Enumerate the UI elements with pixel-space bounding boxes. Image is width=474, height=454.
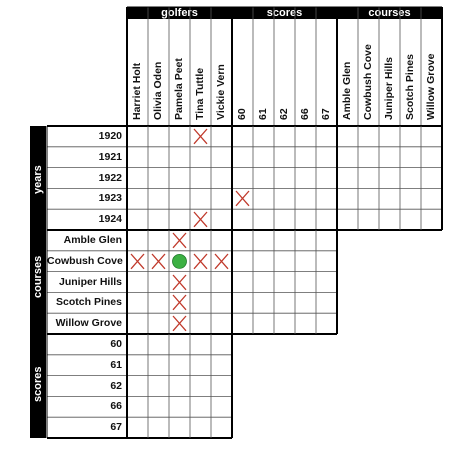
grid-cell[interactable] [169, 168, 190, 189]
grid-cell[interactable] [295, 230, 316, 251]
grid-cell[interactable] [190, 209, 211, 230]
x-mark-icon [211, 251, 232, 272]
row-label: 67 [110, 421, 122, 434]
grid-cell[interactable] [169, 292, 190, 313]
grid-cell[interactable] [211, 334, 232, 355]
green-dot-icon [169, 251, 190, 272]
grid-cell[interactable] [379, 188, 400, 209]
grid-cell[interactable] [253, 147, 274, 168]
grid-cell[interactable] [232, 147, 253, 168]
grid-cell[interactable] [337, 126, 358, 147]
grid-cell[interactable] [274, 188, 295, 209]
grid-cell[interactable] [190, 230, 211, 251]
grid-cell[interactable] [379, 126, 400, 147]
grid-cell[interactable] [253, 126, 274, 147]
x-mark-icon [169, 313, 190, 334]
grid-cell[interactable] [169, 230, 190, 251]
grid-cell[interactable] [232, 188, 253, 209]
column-group-header-golfers: golfers [127, 7, 232, 19]
grid-cell[interactable] [379, 147, 400, 168]
grid-cell[interactable] [190, 147, 211, 168]
x-mark-icon [190, 209, 211, 230]
grid-cell[interactable] [274, 272, 295, 293]
grid-cell[interactable] [148, 292, 169, 313]
row-label: Amble Glen [63, 234, 122, 246]
grid-cell[interactable] [253, 188, 274, 209]
grid-cell[interactable] [316, 209, 337, 230]
column-label: Pamela Peet [173, 58, 185, 120]
grid-cell[interactable] [127, 147, 148, 168]
grid-cell[interactable] [169, 417, 190, 438]
grid-cell[interactable] [211, 292, 232, 313]
column-label: Scotch Pines [404, 54, 416, 120]
grid-cell[interactable] [358, 126, 379, 147]
row-label: 62 [110, 379, 122, 392]
column-label: 60 [236, 108, 248, 120]
grid-cell[interactable] [211, 168, 232, 189]
grid-cell[interactable] [211, 251, 232, 272]
x-mark-icon [127, 251, 148, 272]
grid-cell[interactable] [190, 355, 211, 376]
grid-cell[interactable] [127, 417, 148, 438]
row-label: 1923 [98, 192, 122, 205]
x-mark-icon [232, 188, 253, 209]
grid-cell[interactable] [379, 168, 400, 189]
grid-cell[interactable] [211, 147, 232, 168]
grid-cell[interactable] [274, 126, 295, 147]
grid-cell[interactable] [358, 168, 379, 189]
grid-cell[interactable] [253, 292, 274, 313]
grid-cell[interactable] [253, 209, 274, 230]
grid-cell[interactable] [232, 126, 253, 147]
grid-cell[interactable] [190, 292, 211, 313]
grid-cell[interactable] [253, 251, 274, 272]
column-group-header-scores: scores [232, 7, 337, 19]
grid-cell[interactable] [148, 251, 169, 272]
column-label: Vickie Vern [215, 64, 227, 120]
grid-cell[interactable] [211, 272, 232, 293]
grid-cell[interactable] [190, 251, 211, 272]
grid-cell[interactable] [169, 126, 190, 147]
grid-cell[interactable] [253, 230, 274, 251]
column-label: Olivia Oden [152, 61, 164, 120]
grid-cell[interactable] [148, 126, 169, 147]
grid-cell[interactable] [295, 126, 316, 147]
grid-cell[interactable] [169, 334, 190, 355]
grid-cell[interactable] [190, 313, 211, 334]
x-mark-icon [190, 126, 211, 147]
column-label: 67 [320, 108, 332, 120]
column-label: Willow Grove [425, 53, 437, 120]
grid-cell[interactable] [316, 313, 337, 334]
grid-cell[interactable] [211, 209, 232, 230]
grid-cell[interactable] [421, 188, 442, 209]
grid-cell[interactable] [148, 396, 169, 417]
grid-cell[interactable] [274, 230, 295, 251]
row-label: Cowbush Cove [47, 254, 123, 267]
grid-cell[interactable] [274, 313, 295, 334]
grid-cell[interactable] [190, 334, 211, 355]
column-group-header-courses: courses [337, 7, 442, 19]
grid-cell[interactable] [127, 251, 148, 272]
grid-cell[interactable] [379, 209, 400, 230]
row-label: Scotch Pines [56, 296, 122, 309]
row-label: 1921 [98, 150, 122, 163]
grid-cell[interactable] [148, 334, 169, 355]
grid-cell[interactable] [169, 396, 190, 417]
grid-cell[interactable] [232, 292, 253, 313]
row-group-title: courses [32, 255, 44, 298]
grid-cell[interactable] [148, 168, 169, 189]
grid-cell[interactable] [400, 147, 421, 168]
column-label: Harriet Holt [131, 62, 143, 120]
column-label: Amble Glen [341, 61, 353, 120]
grid-cell[interactable] [337, 147, 358, 168]
grid-cell[interactable] [295, 188, 316, 209]
grid-cell[interactable] [232, 313, 253, 334]
grid-cell[interactable] [169, 376, 190, 397]
grid-cell[interactable] [148, 417, 169, 438]
x-mark-icon [148, 251, 169, 272]
grid-cell[interactable] [211, 417, 232, 438]
grid-cell[interactable] [295, 313, 316, 334]
grid-cell[interactable] [232, 209, 253, 230]
grid-cell[interactable] [211, 355, 232, 376]
grid-cell[interactable] [295, 292, 316, 313]
grid-cell[interactable] [253, 313, 274, 334]
grid-cell[interactable] [127, 209, 148, 230]
grid-cell[interactable] [127, 188, 148, 209]
grid-cell[interactable] [316, 188, 337, 209]
column-label: 61 [257, 108, 269, 120]
grid-cell[interactable] [190, 272, 211, 293]
grid-cell[interactable] [190, 126, 211, 147]
grid-cell[interactable] [421, 168, 442, 189]
grid-cell[interactable] [127, 376, 148, 397]
grid-cell[interactable] [421, 209, 442, 230]
grid-cell[interactable] [400, 188, 421, 209]
grid-cell[interactable] [337, 168, 358, 189]
grid-cell[interactable] [211, 313, 232, 334]
grid-cell[interactable] [232, 168, 253, 189]
row-label: 66 [110, 400, 122, 413]
grid-cell[interactable] [337, 209, 358, 230]
grid-cell[interactable] [211, 126, 232, 147]
grid-cell[interactable] [148, 230, 169, 251]
grid-cell[interactable] [316, 230, 337, 251]
grid-cell[interactable] [274, 147, 295, 168]
grid-cell[interactable] [190, 396, 211, 417]
grid-cell[interactable] [211, 396, 232, 417]
column-label: 66 [299, 108, 311, 120]
grid-cell[interactable] [232, 251, 253, 272]
grid-cell[interactable] [169, 313, 190, 334]
grid-cell[interactable] [316, 126, 337, 147]
row-group-title: years [32, 165, 44, 194]
grid-cell[interactable] [148, 188, 169, 209]
grid-cell[interactable] [400, 209, 421, 230]
grid-cell[interactable] [211, 376, 232, 397]
grid-cell[interactable] [232, 230, 253, 251]
column-label: Tina Tuttle [194, 67, 206, 120]
grid-cell[interactable] [316, 251, 337, 272]
grid-cell[interactable] [211, 230, 232, 251]
x-mark-icon [169, 230, 190, 251]
grid-cell[interactable] [295, 272, 316, 293]
grid-cell[interactable] [316, 292, 337, 313]
x-mark-icon [169, 292, 190, 313]
x-mark-icon [190, 251, 211, 272]
grid-cell[interactable] [211, 188, 232, 209]
grid-cell[interactable] [274, 168, 295, 189]
grid-cell[interactable] [127, 272, 148, 293]
grid-cell[interactable] [316, 147, 337, 168]
grid-cell[interactable] [127, 355, 148, 376]
row-label: 1920 [98, 130, 122, 142]
x-mark-icon [169, 272, 190, 293]
grid-cell[interactable] [169, 251, 190, 272]
grid-cell[interactable] [421, 126, 442, 147]
grid-cell[interactable] [295, 147, 316, 168]
column-label: 62 [278, 108, 290, 120]
grid-cell[interactable] [274, 209, 295, 230]
grid-cell[interactable] [190, 188, 211, 209]
row-group-title: scores [32, 366, 44, 402]
grid-cell[interactable] [400, 168, 421, 189]
row-label: 1922 [98, 171, 122, 184]
grid-cell[interactable] [127, 396, 148, 417]
grid-cell[interactable] [421, 147, 442, 168]
grid-cell[interactable] [148, 147, 169, 168]
grid-cell[interactable] [169, 147, 190, 168]
grid-cell[interactable] [127, 230, 148, 251]
grid-cell[interactable] [190, 376, 211, 397]
row-label: 61 [110, 358, 122, 371]
grid-cell[interactable] [190, 417, 211, 438]
column-label: Juniper Hills [383, 56, 395, 120]
grid-cell[interactable] [169, 188, 190, 209]
grid-cell[interactable] [148, 272, 169, 293]
grid-cell[interactable] [148, 209, 169, 230]
grid-cell[interactable] [232, 272, 253, 293]
grid-cell[interactable] [148, 313, 169, 334]
grid-cell[interactable] [316, 168, 337, 189]
grid-cell[interactable] [253, 168, 274, 189]
row-label: 60 [110, 338, 122, 350]
grid-cell[interactable] [358, 147, 379, 168]
grid-cell[interactable] [148, 355, 169, 376]
grid-cell[interactable] [400, 126, 421, 147]
grid-cell[interactable] [295, 168, 316, 189]
grid-cell[interactable] [169, 209, 190, 230]
grid-cell[interactable] [358, 209, 379, 230]
grid-cell[interactable] [127, 126, 148, 147]
row-label: Willow Grove [55, 317, 122, 330]
grid-cell[interactable] [169, 355, 190, 376]
grid-cell[interactable] [295, 209, 316, 230]
grid-cell[interactable] [274, 251, 295, 272]
grid-cell[interactable] [127, 313, 148, 334]
grid-cell[interactable] [169, 272, 190, 293]
row-label: 1924 [98, 213, 122, 226]
grid-cell[interactable] [253, 272, 274, 293]
grid-cell[interactable] [358, 188, 379, 209]
row-label: Juniper Hills [58, 275, 122, 288]
grid-cell[interactable] [127, 334, 148, 355]
grid-cell[interactable] [127, 168, 148, 189]
grid-cell[interactable] [316, 272, 337, 293]
column-label: Cowbush Cove [362, 44, 374, 120]
grid-cell[interactable] [337, 188, 358, 209]
grid-cell[interactable] [127, 292, 148, 313]
grid-cell[interactable] [274, 292, 295, 313]
grid-cell[interactable] [190, 168, 211, 189]
grid-cell[interactable] [295, 251, 316, 272]
grid-cell[interactable] [148, 376, 169, 397]
